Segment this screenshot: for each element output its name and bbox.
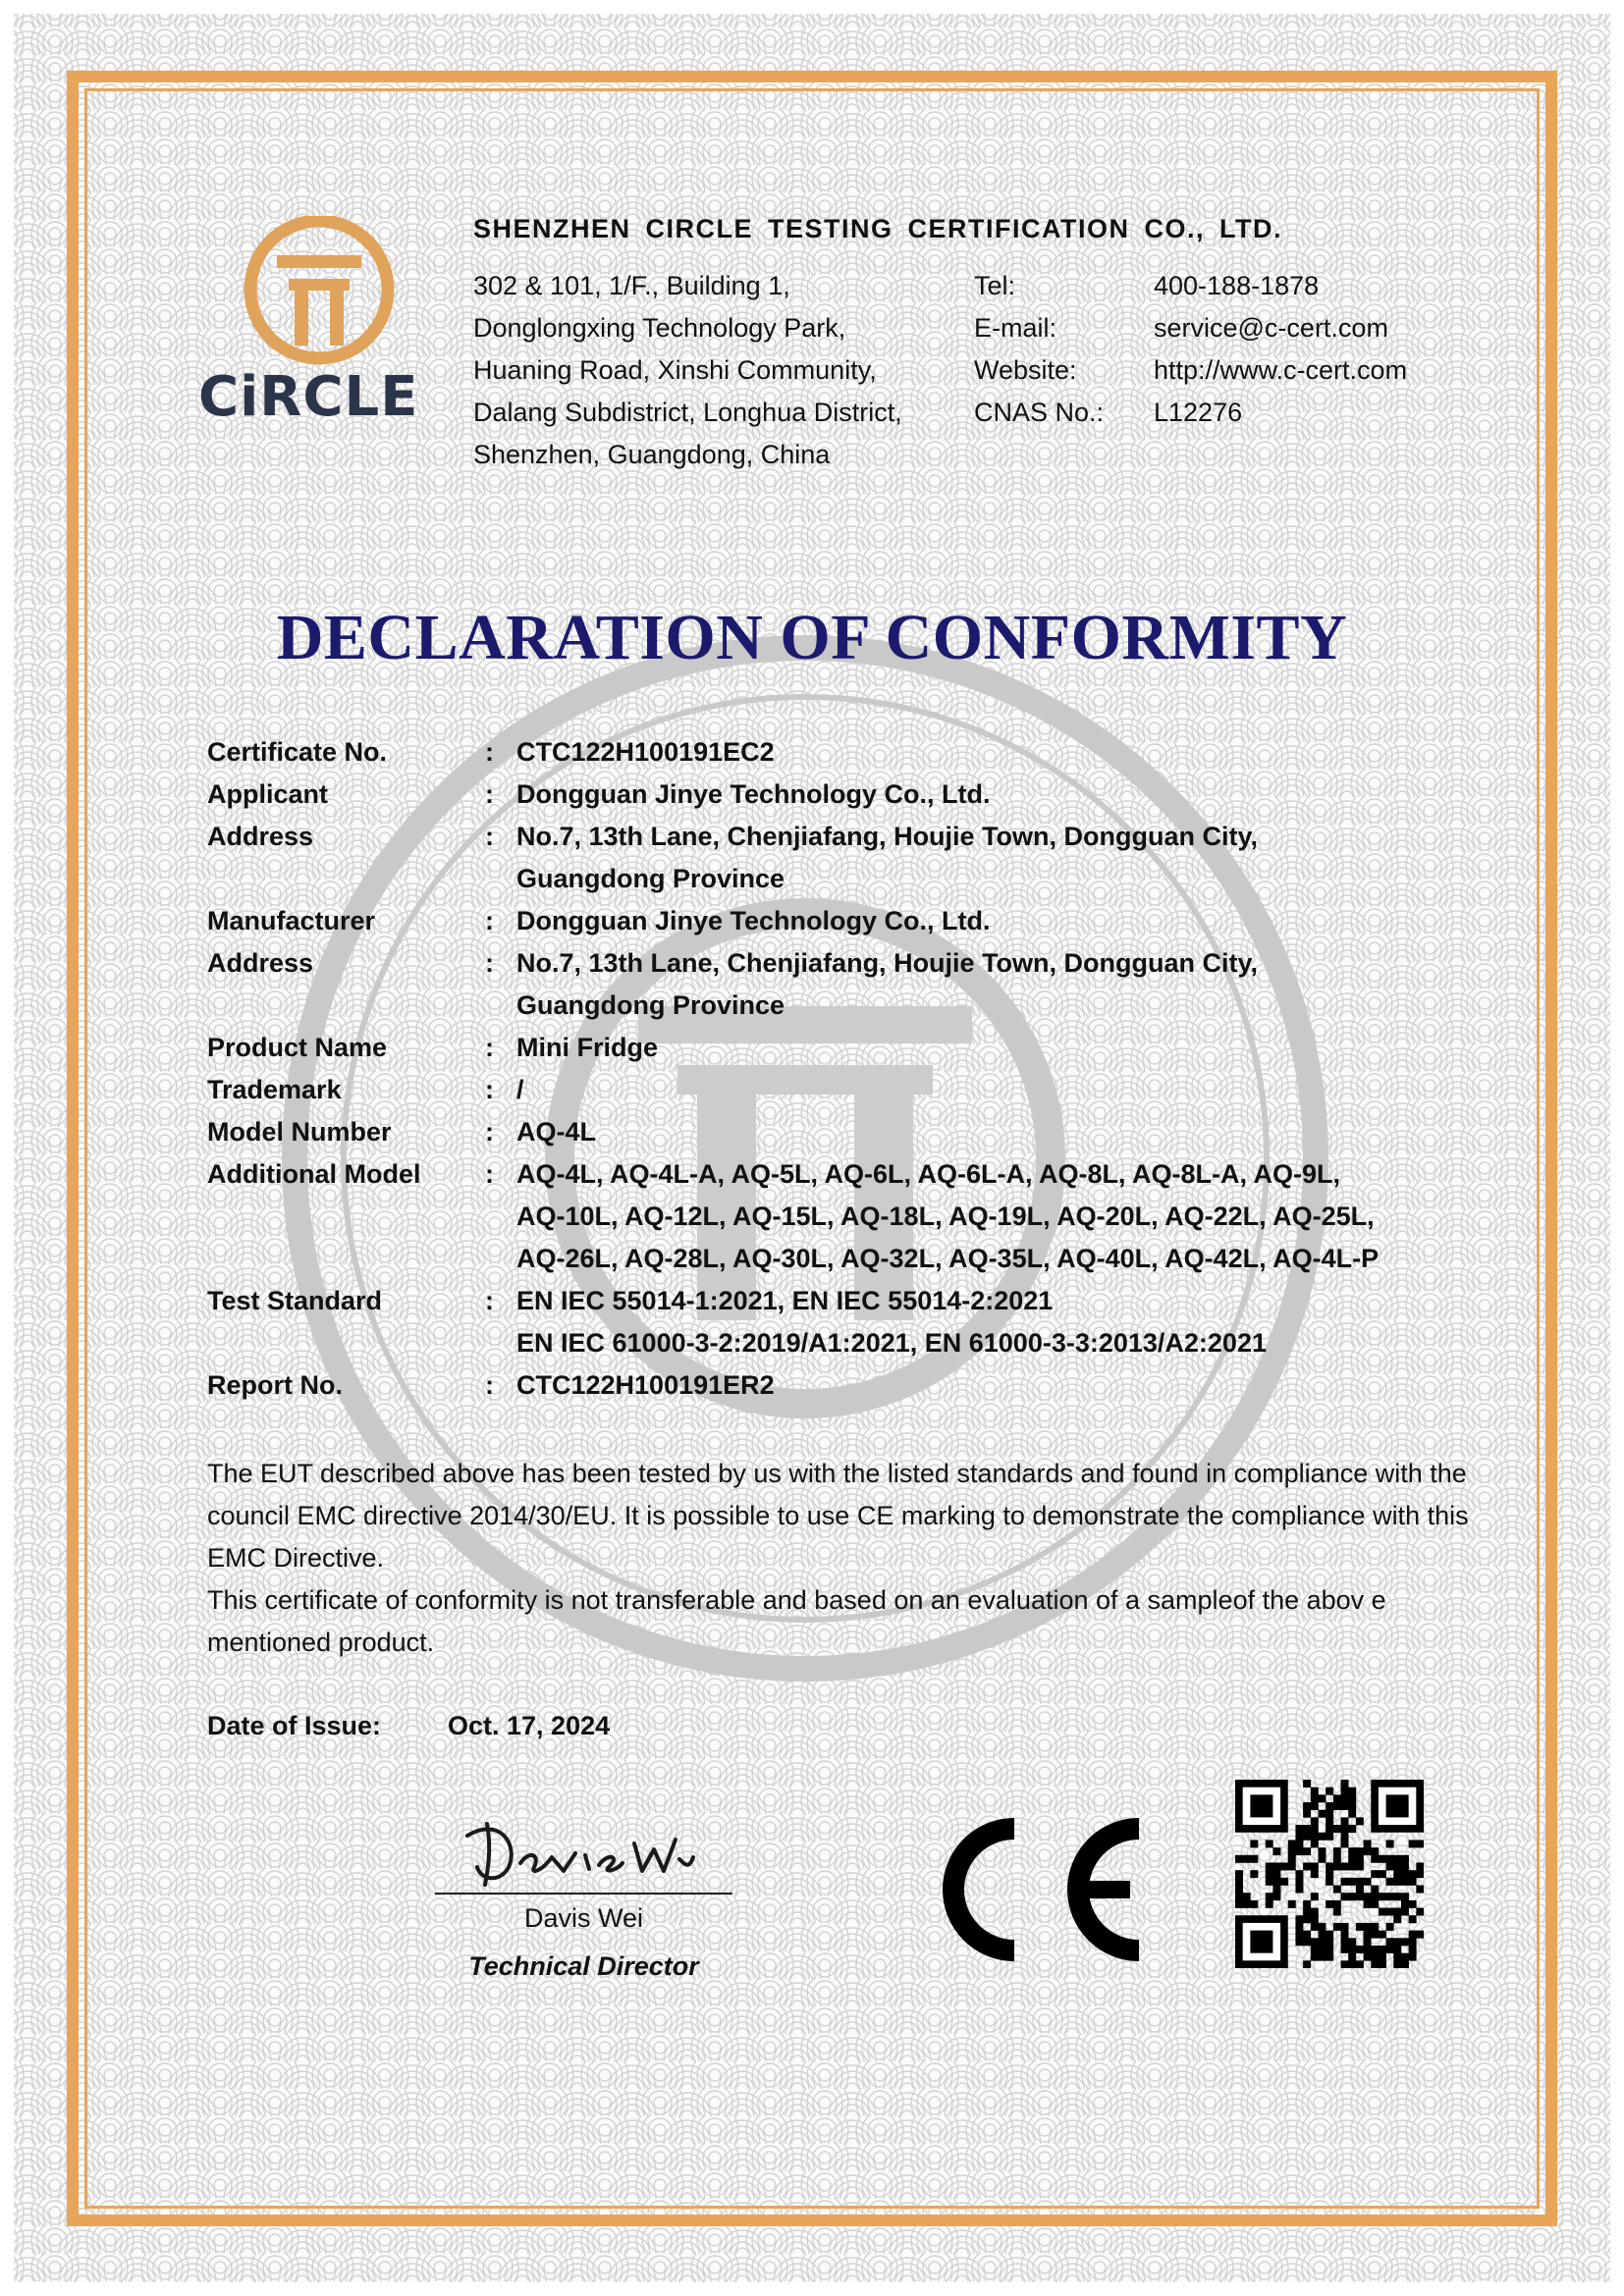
contact-website <box>974 349 1407 392</box>
statement-paragraph: The EUT described above has been tested by us with the listed standards and found in compliance with the council EMC directive 2014/30/EU. It is possible to use CE marking to demonstrate the compliance with this EMC Directive. <box>207 1459 1469 1573</box>
signer-name: Davis Wei <box>523 1903 644 1933</box>
field-value-line: AQ-4L <box>516 1117 596 1147</box>
document-title: DECLARATION OF CONFORMITY <box>276 602 1348 673</box>
ce-mark-icon <box>938 1811 1149 1968</box>
field-value-line: Mini Fridge <box>516 1033 658 1062</box>
field-label: Manufacturer <box>207 906 376 935</box>
contact-label: Tel: <box>974 271 1016 300</box>
field-value <box>516 731 1484 774</box>
field-value <box>516 1027 1484 1069</box>
contact-value: service@c-cert.com <box>1154 313 1388 343</box>
field-colon: : <box>485 1159 494 1189</box>
handwritten-signature <box>461 1806 697 1895</box>
field-certificate-no <box>207 731 1484 774</box>
field-manufacturer <box>207 900 1484 942</box>
field-report-no <box>207 1364 1484 1407</box>
field-model-number <box>207 1111 1484 1153</box>
contact-tel <box>974 265 1407 307</box>
certificate-fields <box>207 731 1484 1407</box>
contact-value: 400-188-1878 <box>1154 271 1320 300</box>
field-value <box>516 1153 1484 1280</box>
issue-label: Date of Issue: <box>207 1711 382 1740</box>
field-value-line: AQ-4L, AQ-4L-A, AQ-5L, AQ-6L, AQ-6L-A, AQ-8L, AQ-8L-A, AQ-9L, <box>516 1159 1340 1189</box>
qr-code-icon <box>1235 1780 1424 1968</box>
field-label: Additional Model <box>207 1159 421 1189</box>
address-line: Donglongxing Technology Park, <box>473 313 846 343</box>
field-value-line: Dongguan Jinye Technology Co., Ltd. <box>516 779 991 809</box>
field-label: Applicant <box>207 779 329 809</box>
field-label: Address <box>207 948 314 978</box>
field-value-line: AQ-10L, AQ-12L, AQ-15L, AQ-18L, AQ-19L, AQ-20L, AQ-22L, AQ-25L, <box>516 1201 1375 1231</box>
issue-date: Oct. 17, 2024 <box>448 1711 611 1740</box>
statement-paragraph: This certificate of conformity is not transferable and based on an evaluation of a sampleof the abov e mentioned product. <box>207 1585 1386 1657</box>
field-value <box>516 942 1484 1027</box>
field-colon: : <box>485 1286 494 1315</box>
field-value-line: No.7, 13th Lane, Chenjiafang, Houjie Town, Dongguan City, <box>516 822 1259 851</box>
contact-cnas <box>974 392 1407 434</box>
issuer-contacts <box>974 265 1407 434</box>
field-colon: : <box>485 1370 494 1400</box>
field-label: Trademark <box>207 1075 342 1104</box>
field-product-name <box>207 1027 1484 1069</box>
field-applicant-address <box>207 816 1484 900</box>
field-label: Test Standard <box>207 1286 383 1315</box>
contact-label: E-mail: <box>974 313 1057 343</box>
field-value <box>516 1364 1484 1407</box>
field-value-line: CTC122H100191ER2 <box>516 1370 775 1400</box>
company-name: SHENZHEN CIRCLE TESTING CERTIFICATION CO., LTD. <box>473 214 1282 243</box>
compliance-statement <box>207 1453 1474 1664</box>
field-value-line: CTC122H100191EC2 <box>516 737 775 767</box>
field-colon: : <box>485 1075 494 1104</box>
field-label: Certificate No. <box>207 737 388 767</box>
field-value <box>516 900 1484 942</box>
address-line: Dalang Subdistrict, Longhua District, <box>473 398 902 427</box>
field-applicant <box>207 774 1484 816</box>
field-value-line: / <box>516 1075 524 1104</box>
field-label: Address <box>207 822 314 851</box>
issuer-address <box>473 265 964 476</box>
field-value-line: AQ-26L, AQ-28L, AQ-30L, AQ-32L, AQ-35L, AQ-40L, AQ-42L, AQ-4L-P <box>516 1244 1380 1273</box>
field-value <box>516 1111 1484 1153</box>
field-test-standard <box>207 1280 1484 1364</box>
field-colon: : <box>485 822 494 851</box>
field-colon: : <box>485 737 494 767</box>
address-line: Huaning Road, Xinshi Community, <box>473 355 877 385</box>
logo-wordmark: CiRCLE <box>198 365 419 429</box>
signature-line <box>435 1893 732 1895</box>
field-label: Model Number <box>207 1117 392 1147</box>
field-label: Report No. <box>207 1370 343 1400</box>
field-manufacturer-address <box>207 942 1484 1027</box>
field-colon: : <box>485 906 494 935</box>
field-value <box>516 1280 1484 1364</box>
field-value-line: Guangdong Province <box>516 864 785 893</box>
signer-title: Technical Director <box>468 1951 699 1981</box>
contact-value: http://www.c-cert.com <box>1154 355 1408 385</box>
field-colon: : <box>485 779 494 809</box>
field-value-line: Dongguan Jinye Technology Co., Ltd. <box>516 906 991 935</box>
field-colon: : <box>485 1117 494 1147</box>
address-line: 302 & 101, 1/F., Building 1, <box>473 271 790 300</box>
field-colon: : <box>485 948 494 978</box>
address-line: Shenzhen, Guangdong, China <box>473 440 831 469</box>
contact-label: CNAS No.: <box>974 398 1105 427</box>
field-value <box>516 816 1484 900</box>
contact-label: Website: <box>974 355 1077 385</box>
field-trademark <box>207 1069 1484 1111</box>
field-colon: : <box>485 1033 494 1062</box>
field-value <box>516 774 1484 816</box>
field-value-line: No.7, 13th Lane, Chenjiafang, Houjie Town, Dongguan City, <box>516 948 1259 978</box>
field-label: Product Name <box>207 1033 388 1062</box>
field-value <box>516 1069 1484 1111</box>
field-additional-model <box>207 1153 1484 1280</box>
contact-email <box>974 307 1407 349</box>
field-value-line: EN IEC 55014-1:2021, EN IEC 55014-2:2021 <box>516 1286 1054 1315</box>
field-value-line: EN IEC 61000-3-2:2019/A1:2021, EN 61000-3-3:2013/A2:2021 <box>516 1328 1267 1358</box>
date-of-issue <box>207 1711 610 1741</box>
field-value-line: Guangdong Province <box>516 990 785 1020</box>
contact-value: L12276 <box>1154 398 1243 427</box>
